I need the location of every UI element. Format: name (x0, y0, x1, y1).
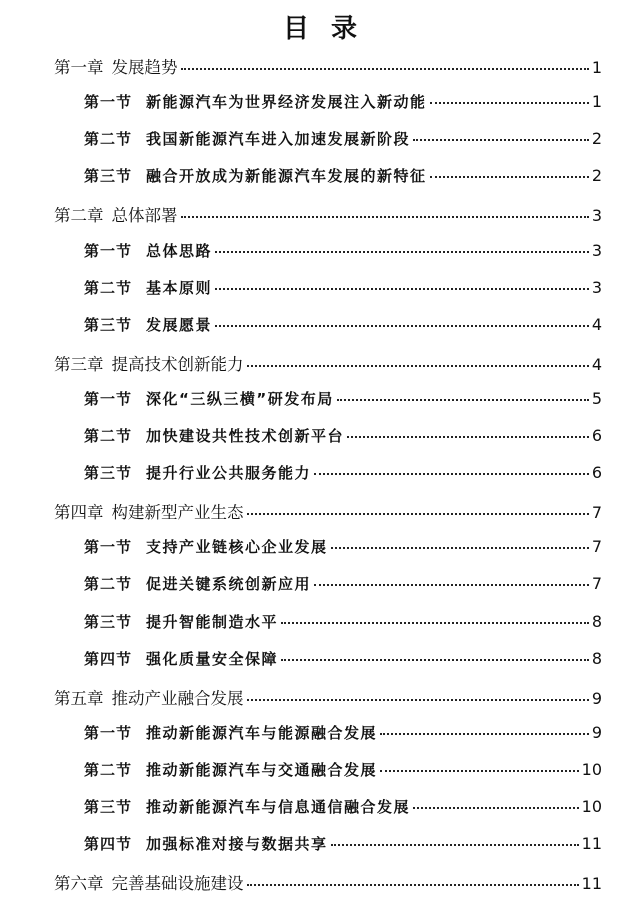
toc-chapter-entry[interactable] (54, 202, 602, 226)
toc-entry-page: 8 (591, 611, 602, 631)
toc-entry-page: 5 (591, 388, 602, 408)
toc-entry-title: 提高技术创新能力 (111, 354, 244, 374)
toc-entry-number: 第三节 (84, 167, 133, 186)
toc-entry-title: 提升行业公共服务能力 (146, 464, 312, 483)
toc-section-entry[interactable] (84, 759, 602, 780)
toc-section-entry[interactable] (84, 165, 602, 186)
toc-section-entry[interactable] (84, 128, 602, 149)
dot-leader (314, 584, 589, 586)
toc-entry-page: 4 (591, 314, 602, 334)
toc-entry-page: 3 (591, 277, 602, 297)
toc-entry-number: 第六章 (54, 874, 104, 894)
toc-entry-number: 第四章 (54, 503, 104, 523)
dot-leader (331, 547, 589, 549)
toc-entry-title: 总体部署 (111, 206, 178, 226)
toc-entry-number: 第三节 (84, 612, 133, 631)
toc-chapter-entry[interactable] (54, 499, 602, 523)
toc-entry-page: 7 (591, 503, 602, 523)
toc-entry-number: 第三节 (84, 798, 133, 816)
toc-section-entry[interactable] (84, 462, 602, 483)
toc-chapter-entry[interactable] (54, 351, 602, 375)
toc-entry-number: 第一节 (84, 389, 133, 408)
toc-entry-page: 9 (591, 722, 602, 742)
dot-leader (430, 176, 589, 178)
toc-section-entry[interactable] (84, 277, 602, 298)
toc-entry-page: 2 (591, 129, 602, 149)
dot-leader (413, 807, 579, 809)
toc-entry-number: 第五章 (54, 688, 104, 708)
toc-section-entry[interactable] (84, 314, 602, 335)
toc-entry-number: 第二节 (84, 760, 133, 779)
toc-entry-number: 第二节 (84, 130, 133, 149)
toc-entry-page: 11 (581, 874, 602, 894)
toc-entry-title: 提升智能制造水平 (146, 612, 279, 631)
toc-entry-title: 强化质量安全保障 (146, 649, 279, 668)
toc-entry-title: 推动新能源汽车与信息通信融合发展 (146, 798, 411, 816)
dot-leader (247, 365, 589, 367)
toc-entry-title: 推动新能源汽车与能源融合发展 (146, 723, 378, 742)
toc-entry-number: 第二节 (84, 427, 133, 445)
toc-entry-page: 9 (591, 688, 602, 708)
dot-leader (347, 436, 589, 438)
toc-entry-page: 6 (591, 426, 602, 445)
toc-entry-title: 基本原则 (146, 278, 213, 297)
dot-leader (281, 659, 589, 661)
toc-entry-number: 第四节 (84, 835, 133, 854)
toc-entry-title: 加快建设共性技术创新平台 (146, 427, 345, 445)
dot-leader (314, 473, 589, 475)
toc-entry-page: 3 (591, 206, 602, 226)
toc-entry-page: 1 (591, 58, 602, 77)
toc-entry-number: 第二节 (84, 278, 133, 297)
toc-section-entry[interactable] (84, 388, 602, 409)
toc-entry-number: 第一章 (54, 58, 104, 77)
toc-entry-page: 1 (591, 92, 602, 112)
toc-entry-number: 第一节 (84, 241, 133, 260)
toc-entry-title: 加强标准对接与数据共享 (146, 835, 328, 854)
toc-entry-page: 8 (591, 648, 602, 668)
toc-entry-number: 第二章 (54, 206, 104, 226)
toc-entry-page: 11 (581, 834, 602, 854)
dot-leader (181, 68, 589, 70)
toc-entry-number: 第一节 (84, 93, 133, 112)
toc-section-entry[interactable] (84, 573, 602, 594)
toc-section-entry[interactable] (84, 833, 602, 854)
dot-leader (247, 513, 589, 515)
toc-section-entry[interactable] (84, 536, 602, 557)
toc-entry-page: 2 (591, 166, 602, 186)
dot-leader (337, 399, 589, 401)
toc-entry-page: 10 (581, 759, 602, 779)
toc-entry-number: 第三章 (54, 354, 104, 374)
dot-leader (247, 884, 579, 886)
toc-entry-page: 4 (591, 354, 602, 374)
dot-leader (215, 325, 589, 327)
toc-entry-title: 构建新型产业生态 (111, 503, 244, 523)
dot-leader (380, 733, 589, 735)
dot-leader (247, 699, 589, 701)
dot-leader (430, 102, 589, 104)
dot-leader (181, 216, 589, 218)
toc-entry-number: 第三节 (84, 315, 133, 334)
toc-section-entry[interactable] (84, 796, 602, 817)
dot-leader (331, 844, 579, 846)
toc-chapter-entry[interactable] (54, 685, 602, 709)
toc-section-entry[interactable] (84, 91, 602, 112)
toc-entry-number: 第四节 (84, 649, 133, 668)
toc-entry-page: 10 (581, 797, 602, 816)
dot-leader (380, 770, 579, 772)
toc-entry-title: 深化“三纵三横”研发布局 (146, 389, 334, 408)
dot-leader (281, 622, 589, 624)
toc-entry-title: 新能源汽车为世界经济发展注入新动能 (146, 93, 427, 112)
toc-entry-title: 我国新能源汽车进入加速发展新阶段 (146, 130, 411, 149)
toc-chapter-entry[interactable] (54, 870, 602, 894)
toc-entry-number: 第一节 (84, 723, 133, 742)
toc-section-entry[interactable] (84, 425, 602, 446)
dot-leader (215, 251, 589, 253)
toc-entry-title: 总体思路 (146, 241, 213, 260)
toc-entry-page: 7 (591, 574, 602, 594)
toc-section-entry[interactable] (84, 240, 602, 261)
dot-leader (215, 288, 589, 290)
toc-entry-title: 推动产业融合发展 (111, 688, 244, 708)
toc-section-entry[interactable] (84, 722, 602, 743)
toc-entry-title: 支持产业链核心企业发展 (146, 538, 328, 557)
toc-entry-title: 推动新能源汽车与交通融合发展 (146, 760, 378, 779)
toc-entry-title: 融合开放成为新能源汽车发展的新特征 (146, 167, 427, 186)
toc-section-entry[interactable] (84, 648, 602, 669)
toc-entry-title: 发展趋势 (111, 58, 178, 77)
toc-entry-number: 第三节 (84, 464, 133, 483)
toc-entry-number: 第二节 (84, 575, 133, 594)
dot-leader (413, 139, 589, 141)
toc-entry-page: 7 (591, 537, 602, 557)
toc-entry-title: 发展愿景 (146, 315, 213, 334)
toc-entry-page: 6 (591, 463, 602, 483)
toc-section-entry[interactable] (84, 611, 602, 632)
toc-chapter-entry[interactable] (54, 54, 602, 78)
toc-entry-page: 3 (591, 240, 602, 260)
toc-entry-title: 促进关键系统创新应用 (146, 575, 312, 594)
toc-entry-number: 第一节 (84, 538, 133, 557)
toc-entry-title: 完善基础设施建设 (111, 874, 244, 894)
page-title: 目录 (282, 14, 379, 44)
